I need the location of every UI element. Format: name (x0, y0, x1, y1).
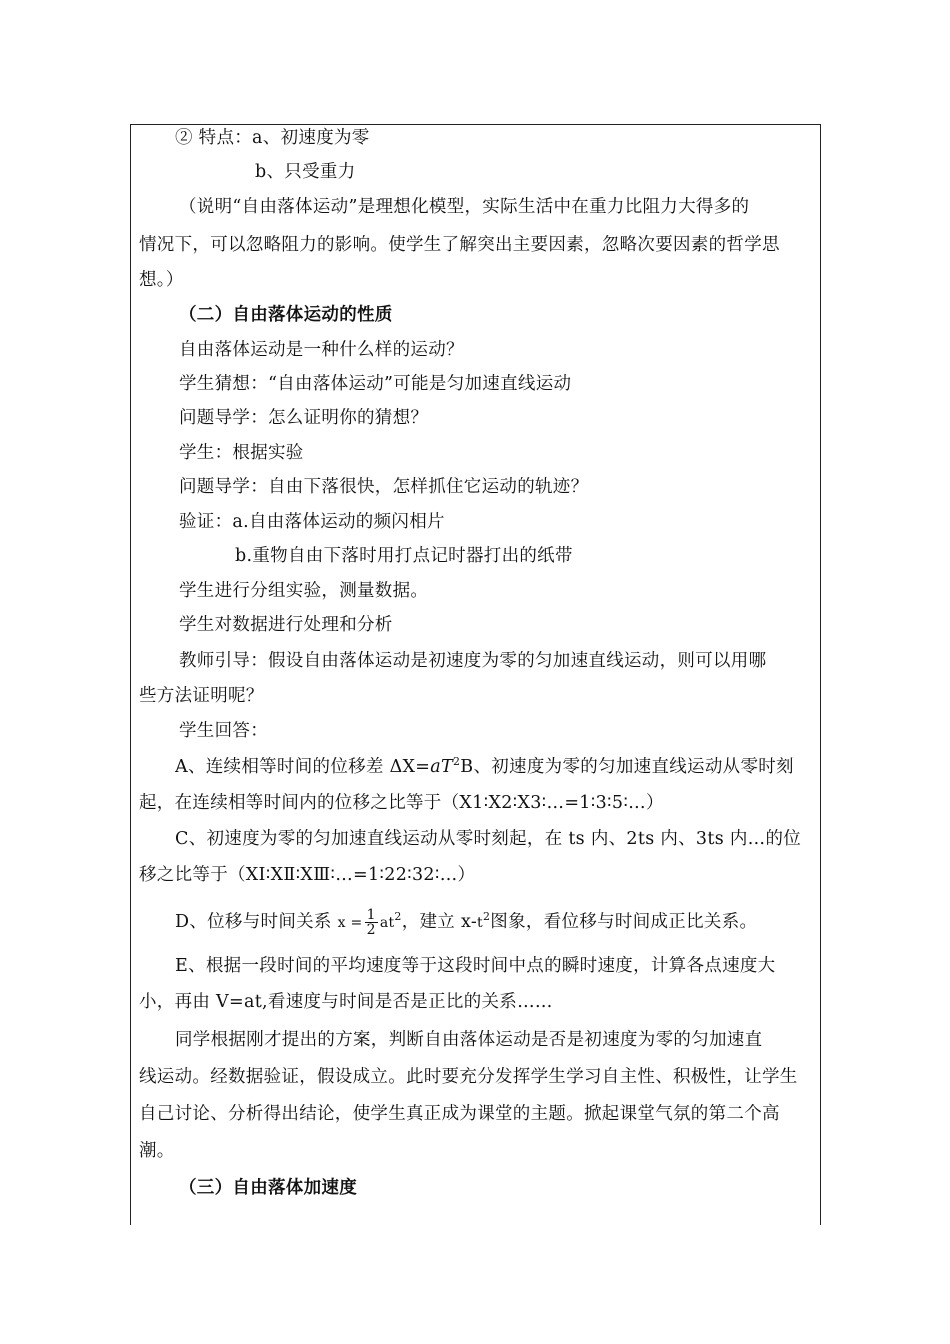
paragraph-line: 学生对数据进行处理和分析 (179, 615, 393, 635)
paragraph-line: 移之比等于（XⅠ∶XⅡ∶XⅢ∶…=1∶22∶32∶…） (139, 865, 476, 885)
paragraph-line: 些方法证明呢？ (139, 686, 264, 706)
paragraph-line: 学生进行分组实验，测量数据。 (179, 581, 429, 601)
paragraph-line: 验证：a.自由落体运动的频闪相片 (179, 512, 445, 532)
formula-exponent: 2 (482, 910, 491, 924)
paragraph-line: 同学根据刚才提出的方案，判断自由落体运动是否是初速度为零的匀加速直 (175, 1030, 763, 1050)
paragraph-line: 问题导学：怎么证明你的猜想？ (179, 408, 429, 428)
paragraph-line: 潮。 (139, 1141, 175, 1161)
paragraph-line: 起，在连续相等时间内的位移之比等于（X1∶X2∶X3∶…=1∶3∶5∶…） (139, 793, 664, 813)
formula-exponent: 2 (452, 755, 461, 769)
paragraph-line: 学生回答： (179, 721, 268, 741)
paragraph-line: 自由落体运动是一种什么样的运动？ (179, 340, 464, 360)
method-a-text: A、连续相等时间的位移差 ΔX= (175, 757, 431, 777)
method-b-text: B、初速度为零的匀加速直线运动从零时刻 (460, 757, 794, 777)
method-d-text: D、位移与时间关系 (175, 912, 332, 932)
formula-exponent: 2 (394, 910, 402, 924)
formula-t: t (477, 915, 483, 931)
paragraph-line: b.重物自由下落时用打点记时器打出的纸带 (235, 546, 573, 566)
paragraph-line: C、初速度为零的匀加速直线运动从零时刻起，在 ts 内、2ts 内、3ts 内…的位 (175, 829, 802, 849)
formula-x-equals: x = (337, 915, 363, 931)
section-heading-2: （二）自由落体运动的性质 (179, 305, 393, 325)
paragraph-line: 小，再由 V=at,看速度与时间是否是正比的关系…… (139, 992, 553, 1012)
paragraph-line: E、根据一段时间的平均速度等于这段时间中点的瞬时速度，计算各点速度大 (175, 956, 776, 976)
section-heading-3: （三）自由落体加速度 (179, 1178, 357, 1198)
fraction-one-half: $\frac{1}{2}$ (366, 907, 376, 938)
formula-at2: aT (430, 757, 453, 777)
paragraph-line: 学生猜想：“自由落体运动”可能是匀加速直线运动 (179, 374, 572, 394)
paragraph-line: 教师引导：假设自由落体运动是初速度为零的匀加速直线运动，则可以用哪 (179, 651, 767, 671)
table-cell-border (130, 124, 821, 1225)
paragraph-line: 自己讨论、分析得出结论，使学生真正成为课堂的主题。掀起课堂气氛的第二个高 (139, 1104, 780, 1124)
method-d-line (175, 902, 757, 943)
note-line-1: （说明“自由落体运动”是理想化模型，实际生活中在重力比阻力大得多的 (179, 197, 750, 217)
feature-line-a: ② 特点：a、初速度为零 (175, 128, 370, 148)
paragraph-line: 学生：根据实验 (179, 443, 304, 463)
note-line-2: 情况下，可以忽略阻力的影响。使学生了解突出主要因素，忽略次要因素的哲学思 (139, 235, 780, 255)
method-d-text-2: ，建立 x- (401, 912, 478, 932)
note-line-3: 想。） (139, 270, 184, 290)
paragraph-line: 线运动。经数据验证，假设成立。此时要充分发挥学生学习自主性、积极性，让学生 (139, 1067, 798, 1087)
feature-line-b: b、只受重力 (255, 162, 356, 182)
method-d-text-3: 图象，看位移与时间成正比关系。 (490, 912, 758, 932)
method-a-line (175, 755, 794, 779)
formula-at: at (379, 915, 395, 931)
paragraph-line: 问题导学：自由下落很快，怎样抓住它运动的轨迹？ (179, 477, 589, 497)
